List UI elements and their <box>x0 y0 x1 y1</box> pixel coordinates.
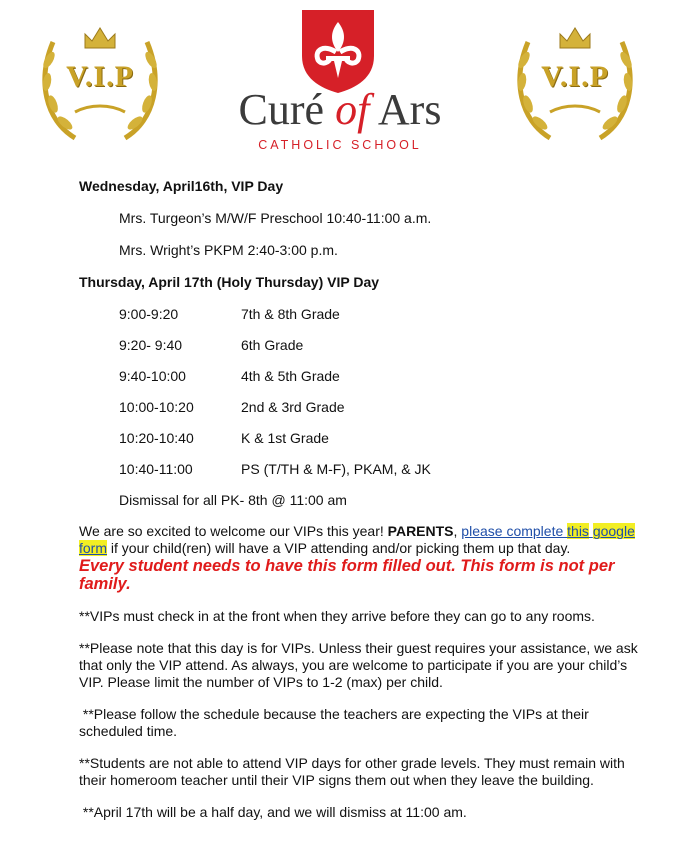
welcome-comma: , <box>453 523 462 539</box>
note-paragraph: **Please follow the schedule because the teachers are expecting the VIPs at their scheduled time. <box>79 706 593 739</box>
dismissal-note: Dismissal for all PK- 8th @ 11:00 am <box>119 492 347 508</box>
note-paragraph: **VIPs must check in at the front when they arrive before they can go to any rooms. <box>79 608 595 624</box>
note-paragraph: **Please note that this day is for VIPs. Unless their guest requires your assistance, we ask that only the VIP attend. As always, you are welcome to participate if you are your child’s VIP. Please limit the number of VIPs to 1-2 (max) per child. <box>79 640 638 690</box>
thursday-heading: Thursday, April 17th (Holy Thursday) VIP Day <box>79 274 380 290</box>
vip-laurel-badge-left <box>35 10 165 150</box>
school-subtitle: CATHOLIC SCHOOL <box>258 138 422 152</box>
note-paragraph: **Students are not able to attend VIP days for other grade levels. They must remain with their homeroom teacher until their VIP signs them out when they leave the building. <box>79 755 625 788</box>
schedule-time: 9:20- 9:40 <box>119 337 183 353</box>
school-name-part2: of <box>335 85 370 134</box>
form-warning: Every student needs to have this form filled out. This form is not per family. <box>79 557 615 593</box>
crown-icon <box>560 28 590 48</box>
schedule-row <box>79 306 639 323</box>
flyer-body <box>79 178 639 821</box>
vip-label-left: V.I.P <box>66 60 134 93</box>
link-text-1: please complete <box>461 523 568 539</box>
schedule-grade: 2nd & 3rd Grade <box>241 399 345 415</box>
link-text-3: google form <box>79 523 635 556</box>
school-name-part1: Curé <box>238 85 325 134</box>
link-text-2: this <box>567 523 589 539</box>
parents-label: PARENTS <box>387 523 454 539</box>
shield-fleur-de-lis-icon <box>300 8 376 94</box>
schedule-grade: 6th Grade <box>241 337 304 353</box>
school-logo <box>222 8 458 156</box>
schedule-time: 10:20-10:40 <box>119 430 194 446</box>
schedule-grade: K & 1st Grade <box>241 430 329 446</box>
school-name-part3: Ars <box>377 85 442 134</box>
crown-icon <box>85 28 115 48</box>
schedule-row <box>79 337 639 354</box>
schedule-row <box>79 368 639 385</box>
wednesday-heading: Wednesday, April16th, VIP Day <box>79 178 284 194</box>
vip-label-right: V.I.P <box>541 60 609 93</box>
schedule-time: 10:00-10:20 <box>119 399 194 415</box>
schedule-row <box>79 430 639 447</box>
schedule-grade: 7th & 8th Grade <box>241 306 340 322</box>
vip-laurel-badge-right <box>510 10 640 150</box>
schedule-time: 9:00-9:20 <box>119 306 179 322</box>
welcome-intro: We are so excited to welcome our VIPs this year! <box>79 523 388 539</box>
wednesday-item: Mrs. Wright’s PKPM 2:40-3:00 p.m. <box>119 242 338 258</box>
welcome-paragraph <box>79 523 639 557</box>
flyer-header <box>0 0 680 165</box>
schedule-time: 10:40-11:00 <box>119 461 193 477</box>
schedule-row <box>79 461 639 478</box>
schedule-grade: PS (T/TH & M-F), PKAM, & JK <box>241 461 431 477</box>
school-name <box>222 86 458 134</box>
schedule-time: 9:40-10:00 <box>119 368 186 384</box>
schedule-row <box>79 399 639 416</box>
welcome-rest: if your child(ren) will have a VIP attending and/or picking them up that day. <box>107 540 571 556</box>
wednesday-item: Mrs. Turgeon’s M/W/F Preschool 10:40-11:00 a.m. <box>119 210 432 226</box>
schedule-grade: 4th & 5th Grade <box>241 368 340 384</box>
note-paragraph: **April 17th will be a half day, and we will dismiss at 11:00 am. <box>79 804 467 820</box>
